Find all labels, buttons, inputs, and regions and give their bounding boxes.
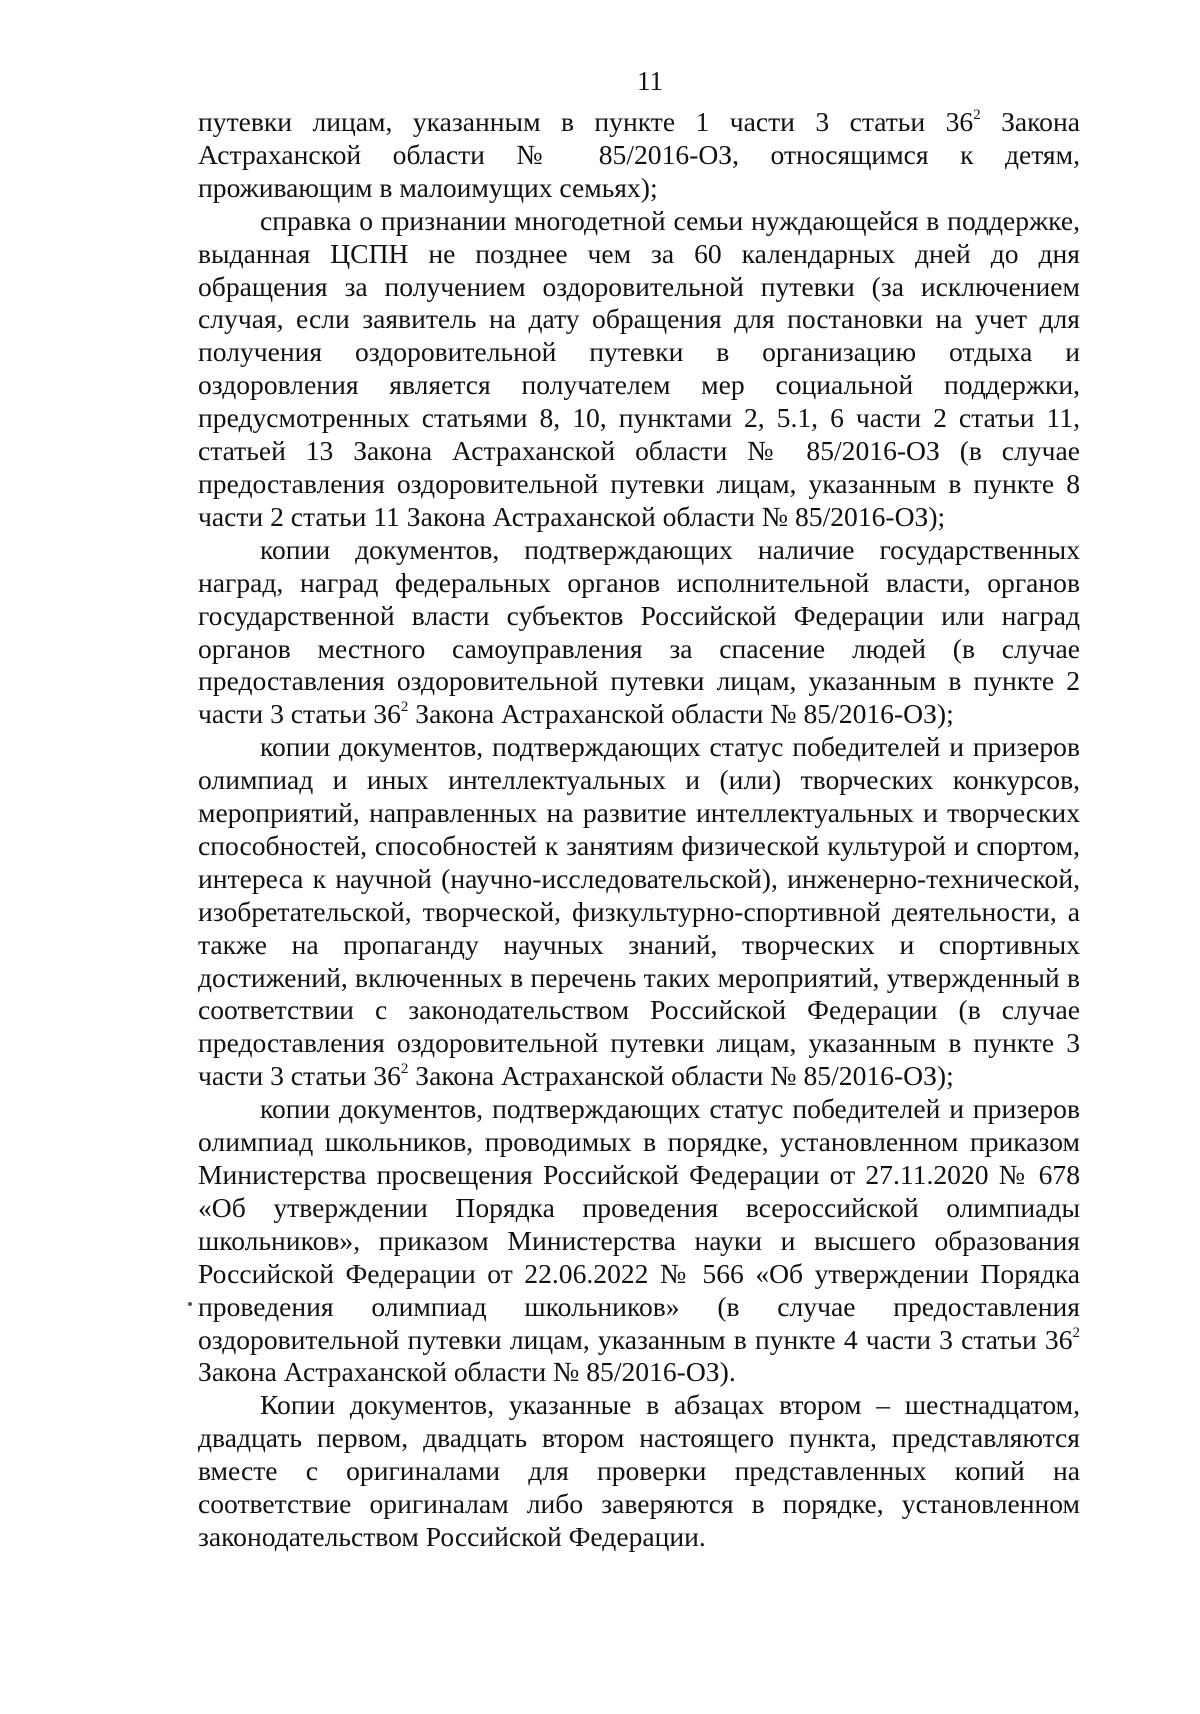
superscript: 2 <box>400 699 409 716</box>
paragraph-competition-winners <box>198 731 1080 1093</box>
scan-artifact-dot <box>188 1302 192 1306</box>
paragraph-continuation <box>198 106 1080 205</box>
paragraph-state-awards <box>198 534 1080 731</box>
paragraph-large-family-certificate <box>198 205 1080 534</box>
paragraph-text-tail: Закона Астраханской области № 85/2016-ОЗ). <box>198 1356 736 1388</box>
superscript: 2 <box>973 107 981 123</box>
paragraph-text-tail: Закона Астраханской области № 85/2016-ОЗ, относящимся к детям, проживающим в малоимущих семьях); <box>198 106 1080 203</box>
paragraph-text: Копии документов, указанные в абзацах втором – шестнадцатом, двадцать первом, двадцать втором настоящего пункта, представляются вместе с оригиналами для проверки представленных копий на соответствие оригиналам либо заверяются в порядке, установленном законодательством Российской Федерации. <box>198 1389 1080 1552</box>
paragraph-text: путевки лицам, указанным в пункте 1 части 3 статьи 36 <box>198 106 974 137</box>
paragraph-text-tail: Закона Астраханской области № 85/2016-ОЗ); <box>408 698 954 730</box>
superscript: 2 <box>1072 1324 1080 1341</box>
paragraph-text-tail: Закона Астраханской области № 85/2016-ОЗ); <box>408 1060 954 1092</box>
paragraph-text: копии документов, подтверждающих статус победителей и призеров олимпиад школьников, проводимых в порядке, установленном приказом Министерства просвещения Российской Федерации от 27.11.2020 № 678 «Об утверждении Порядка проведения всероссийской олимпиады школьников», приказом Министерства науки и высшего образования Российской Федерации от 22.06.2022 № 566 «Об утверждении Порядка проведения олимпиад школьников» (в случае предоставления оздоровительной путевки лицам, указанным в пункте 4 части 3 статьи 36 <box>198 1093 1080 1355</box>
paragraph-text: копии документов, подтверждающих статус победителей и призеров олимпиад и иных интеллектуальных и (или) творческих конкурсов, мероприятий, направленных на развитие интеллектуальных и творческих способностей, способностей к занятиям физической культурой и спортом, интереса к научной (научно-исследовательской), инженерно-технической, изобретательской, творческой, физкультурно-спортивной деятельности, а также на пропаганду научных знаний, творческих и спортивных достижений, включенных в перечень таких мероприятий, утвержденный в соответствии с законодательством Российской Федерации (в случае предоставления оздоровительной путевки лицам, указанным в пункте 3 части 3 статьи 36 <box>198 731 1080 1092</box>
paragraph-text: копии документов, подтверждающих наличие государственных наград, наград федеральных органов исполнительной власти, органов государственной власти субъектов Российской Федерации или наград органов местного самоуправления за спасение людей (в случае предоставления оздоровительной путевки лицам, указанным в пункте 2 части 3 статьи 36 <box>198 533 1080 730</box>
paragraph-olympiad-winners <box>198 1093 1080 1389</box>
paragraph-copies-certification <box>198 1389 1080 1554</box>
superscript: 2 <box>400 1061 409 1078</box>
document-body <box>198 106 1080 1554</box>
page-number: 11 <box>637 66 663 96</box>
paragraph-text: справка о признании многодетной семьи нуждающейся в поддержке, выданная ЦСПН не позднее чем за 60 календарных дней до дня обращения за получением оздоровительной путевки (за исключением случая, если заявитель на дату обращения для постановки на учет для получения оздоровительной путевки в организацию отдыха и оздоровления является получателем мер социальной поддержки, предусмотренных статьями 8, 10, пунктами 2, 5.1, 6 части 2 статьи 11, статьей 13 Закона Астраханской области № 85/2016-ОЗ (в случае предоставления оздоровительной путевки лицам, указанным в пункте 8 части 2 статьи 11 Закона Астраханской области № 85/2016-ОЗ); <box>198 204 1080 532</box>
